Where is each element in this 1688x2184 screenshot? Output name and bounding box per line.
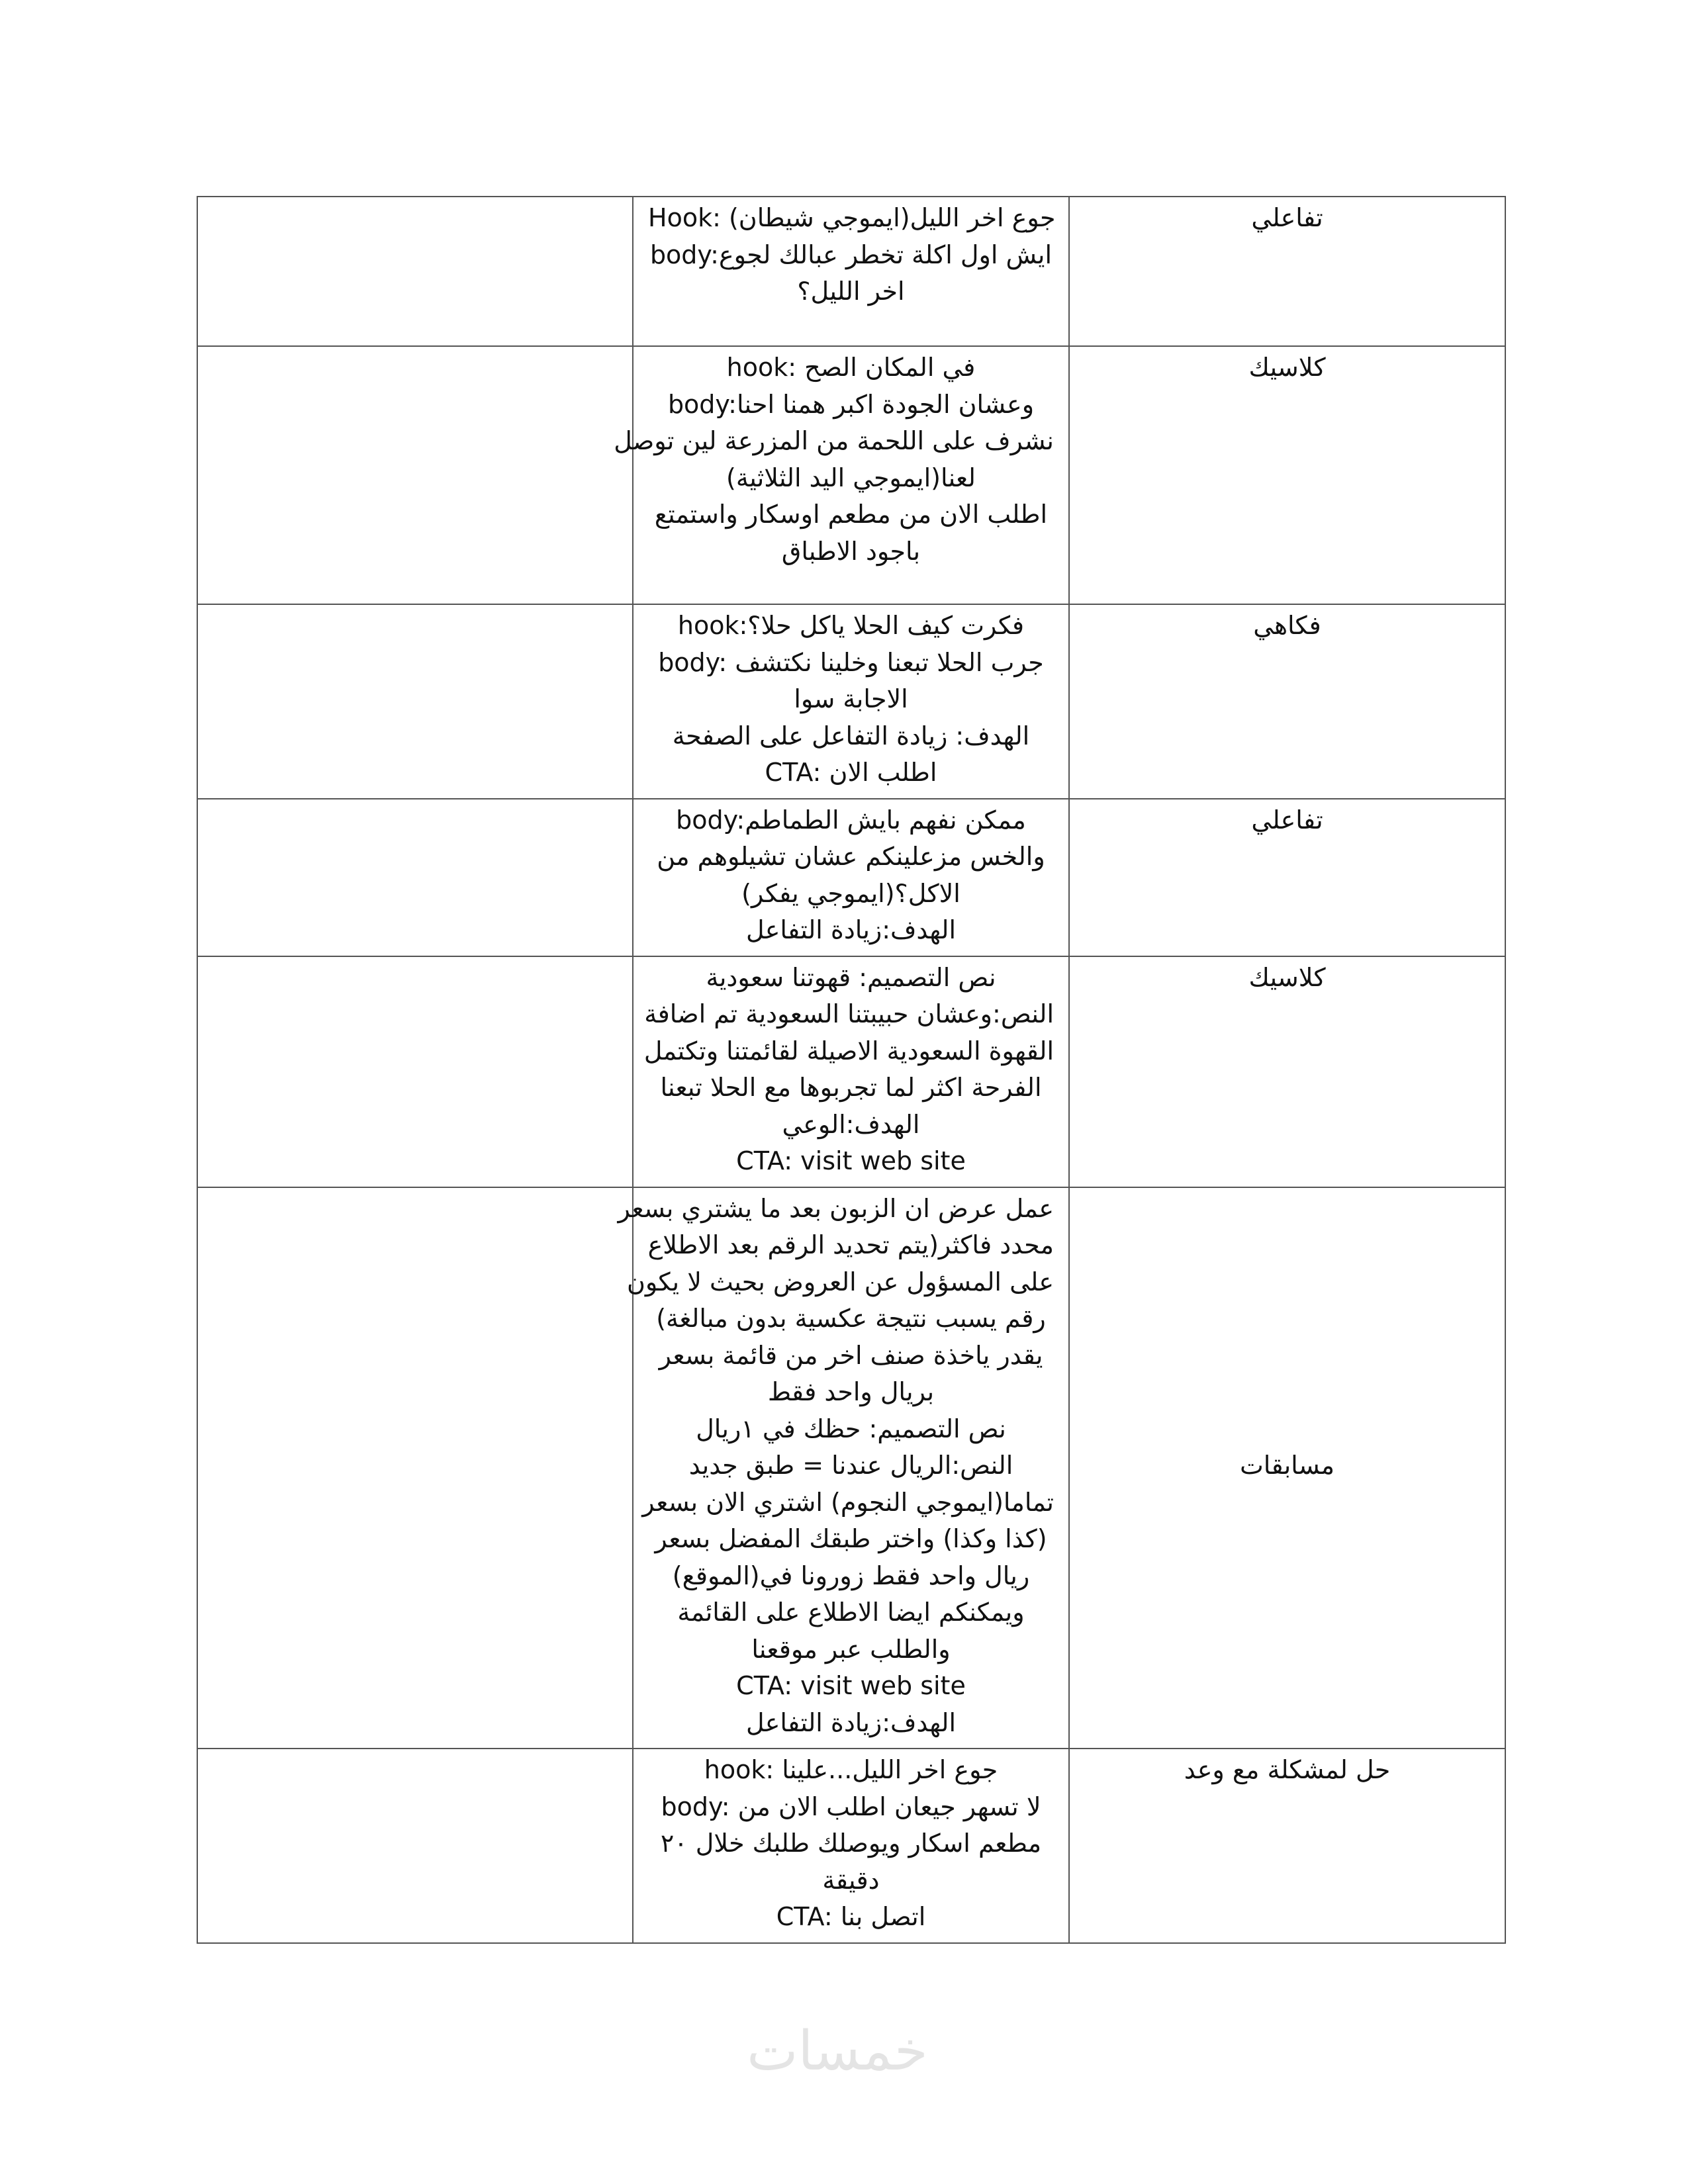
content-cell: [633, 604, 1069, 799]
table-row: [197, 1187, 1505, 1749]
content-line: CTA: visit web site: [736, 1671, 966, 1700]
notes-cell: [197, 604, 633, 799]
content-line: body: لا تسهر جيعان اطلب الان من: [661, 1792, 1041, 1821]
content-line: يقدر ياخذة صنف اخر من قائمة بسعر: [659, 1340, 1043, 1370]
notes-cell: [197, 799, 633, 956]
table-row: [197, 604, 1505, 799]
post-type-cell: [1069, 799, 1505, 956]
notes-cell: [197, 346, 633, 604]
notes-cell: [197, 197, 633, 346]
content-line: اخر الليل؟: [797, 277, 905, 306]
content-line: الهدف: زيادة التفاعل على الصفحة: [672, 721, 1030, 751]
post-type-cell: [1069, 1749, 1505, 1943]
content-line: (كذا وكذا) واختر طبقك المفضل بسعر: [655, 1524, 1047, 1553]
notes-cell: [197, 956, 633, 1187]
content-line: والطلب عبر موقعنا: [751, 1634, 951, 1664]
post-type-label: فكاهي: [1253, 611, 1321, 640]
post-type-cell: [1069, 346, 1505, 604]
content-line: CTA: اطلب الان: [765, 758, 937, 787]
content-cell: [633, 956, 1069, 1187]
content-line: hook: في المكان الصح: [726, 353, 976, 382]
post-type-cell: [1069, 197, 1505, 346]
post-type-label: تفاعلي: [1251, 203, 1323, 232]
content-line: نص التصميم: حظك في ١ريال: [696, 1414, 1006, 1443]
table-row: [197, 197, 1505, 346]
post-type-cell: [1069, 604, 1505, 799]
content-line: الهدف:زيادة التفاعل: [745, 1707, 957, 1737]
content-line: على المسؤول عن العروض بحيث لا يكون: [627, 1267, 1054, 1297]
content-cell: [633, 1749, 1069, 1943]
content-line: الهدف:زيادة التفاعل: [745, 915, 957, 944]
table-row: [197, 956, 1505, 1187]
content-line: رقم يسبب نتيجة عكسية بدون مبالغة): [656, 1304, 1046, 1333]
content-cell: [618, 1187, 1069, 1749]
content-line: باجود الاطباق: [781, 536, 921, 566]
content-line: عمل عرض ان الزبون بعد ما يشتري بسعر: [618, 1193, 1054, 1223]
content-line: hook:فكرت كيف الحلا ياكل حلا؟: [677, 611, 1025, 640]
content-line: نشرف على اللحمة من المزرعة لين توصل: [614, 426, 1054, 455]
content-line: body:ممكن نفهم بايش الطماطم: [676, 805, 1026, 835]
content-line: CTA: visit web site: [736, 1146, 966, 1175]
post-type-cell: [1069, 1187, 1505, 1749]
notes-cell: [197, 1187, 633, 1749]
content-line: والخس مزعلينكم عشان تشيلوهم من: [657, 842, 1045, 871]
post-type-label: تفاعلي: [1251, 805, 1323, 835]
content-line: body:وعشان الجودة اكبر همنا احنا: [667, 389, 1035, 419]
notes-cell: [197, 1749, 633, 1943]
post-type-label: كلاسيك: [1248, 353, 1326, 382]
post-type-label: مسابقات: [1240, 1451, 1335, 1480]
table-row: [197, 799, 1505, 956]
content-line: تماما(ايموجي النجوم) اشتري الان بسعر: [642, 1487, 1054, 1517]
content-cell: [633, 197, 1069, 346]
content-line: مطعم اسكار ويوصلك طلبك خلال ٢٠: [660, 1829, 1042, 1858]
table-row: [197, 346, 1505, 604]
content-line: النص:وعشان حبيبتنا السعودية تم اضافة: [644, 999, 1054, 1028]
post-type-label: كلاسيك: [1248, 962, 1326, 992]
content-line: بريال واحد فقط: [767, 1377, 935, 1406]
content-line: ويمكنكم ايضا الاطلاع على القائمة: [677, 1598, 1025, 1627]
content-line: الفرحة اكثر لما تجربوها مع الحلا تبعنا: [660, 1073, 1042, 1102]
content-plan-table: [197, 196, 1506, 1944]
content-line: لعنا(ايموجي اليد الثلاثية): [726, 463, 976, 492]
khamsat-watermark: خمسات: [747, 2020, 928, 2083]
content-line: hook: جوع اخر الليل...علينا: [704, 1755, 998, 1784]
post-type-label: حل لمشكلة مع وعد: [1184, 1755, 1391, 1784]
content-line: body:ايش اول اكلة تخطر عبالك لجوع: [649, 240, 1053, 269]
content-cell: [614, 346, 1069, 604]
content-line: body: جرب الحلا تبعنا وخلينا نكتشف: [658, 647, 1044, 677]
post-type-cell: [1069, 956, 1505, 1187]
content-line: ريال واحد فقط زورونا في(الموقع): [672, 1561, 1030, 1590]
content-line: محدد فاكثر(يتم تحديد الرقم بعد الاطلاع: [647, 1230, 1054, 1259]
content-line: النص:الريال عندنا = طبق جديد: [688, 1451, 1013, 1480]
content-line: دقيقة: [822, 1865, 880, 1895]
content-cell: [633, 799, 1069, 956]
content-line: CTA: اتصل بنا: [776, 1902, 926, 1931]
table-row: [197, 1749, 1505, 1943]
content-line: الاكل؟(ايموجي يفكر): [741, 878, 961, 908]
content-line: نص التصميم: قهوتنا سعودية: [706, 962, 996, 992]
content-line: الهدف:الوعي: [782, 1109, 920, 1139]
content-line: القهوة السعودية الاصيلة لقائمتنا وتكتمل: [643, 1036, 1054, 1066]
content-line: اطلب الان من مطعم اوسكار واستمتع: [654, 500, 1048, 529]
content-line: الاجابة سوا: [794, 684, 908, 713]
content-line: Hook: جوع اخر الليل(ايموجي شيطان): [648, 203, 1056, 232]
